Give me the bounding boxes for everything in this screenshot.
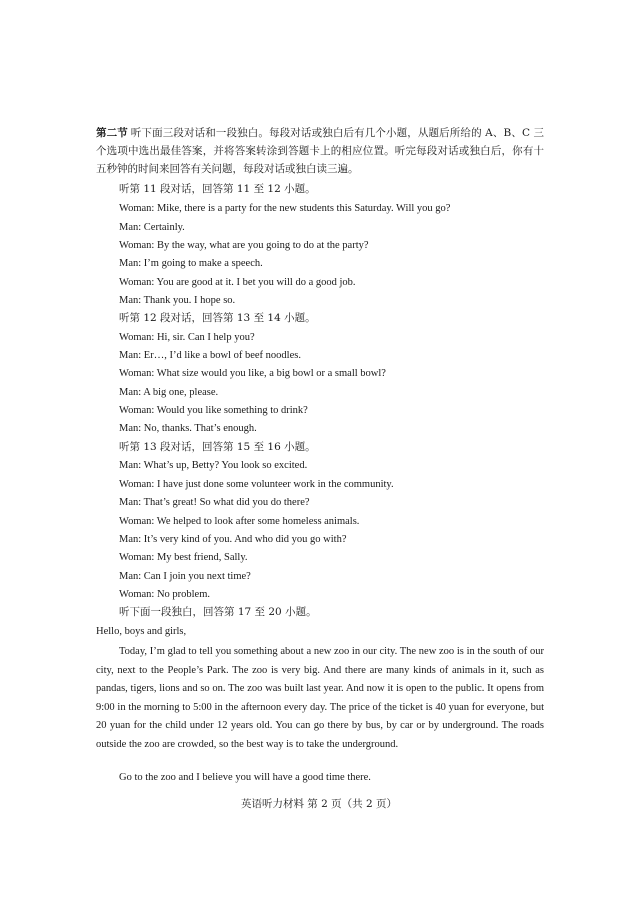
- dialogue-line: Woman: You are good at it. I bet you will do a good job.: [119, 277, 356, 288]
- dialogue-line: Woman: Hi, sir. Can I help you?: [119, 332, 255, 343]
- monologue-paragraph: Today, I’m glad to tell you something about a new zoo in our city. The new zoo is in the south of our city, next to the People’s Park. The zoo is very big. And there are many kinds of animals in it, such as pandas, tigers, lions and so on. The zoo was built last year. And now it is open to the public. It opens from 9:00 in the morning to 5:00 in the afternoon every day. The price of the ticket is 40 yuan for everyone, but 20 yuan for the child under 12 years old. You can go there by bus, by car or by underground. The roads outside the zoo are crowded, so the best way is to take the underground.: [96, 646, 544, 750]
- section-number: 第二节: [96, 127, 128, 139]
- dialogue-line: Woman: I have just done some volunteer work in the community.: [119, 479, 394, 490]
- dialogue-line: Woman: What size would you like, a big bowl or a small bowl?: [119, 368, 386, 379]
- page-footer: 英语听力材料 第 2 页（共 2 页）: [240, 798, 398, 810]
- dialogue-line: Man: That’s great! So what did you do there?: [119, 497, 310, 508]
- dialogue-line: Woman: We helped to look after some homeless animals.: [119, 516, 360, 527]
- dialogue-intro-11: 听第 11 段对话，回答第 11 至 12 小题。: [119, 183, 316, 195]
- dialogue-line: Man: Can I join you next time?: [119, 571, 251, 582]
- dialogue-line: Woman: Mike, there is a party for the new students this Saturday. Will you go?: [119, 203, 451, 214]
- dialogue-line: Woman: Would you like something to drink?: [119, 405, 308, 416]
- section-instructions: 听下面三段对话和一段独白。每段对话或独白后有几个小题，从题后所给的 A、B、C 三个选项中选出最佳答案，并将答案转涂到答题卡上的相应位置。听完每段对话或独白后，你有十五秒钟的时间来回答有关问题，每段对话或独白读三遍。: [96, 127, 545, 175]
- dialogue-line: Man: Certainly.: [119, 222, 185, 233]
- monologue-closing: Go to the zoo and I believe you will have a good time there.: [119, 772, 371, 783]
- dialogue-line: Man: It’s very kind of you. And who did you go with?: [119, 534, 347, 545]
- dialogue-line: Man: What’s up, Betty? You look so excited.: [119, 460, 308, 471]
- monologue-greeting: Hello, boys and girls,: [96, 626, 187, 637]
- dialogue-line: Man: Thank you. I hope so.: [119, 295, 236, 306]
- dialogue-line: Man: Er…, I’d like a bowl of beef noodles.: [119, 350, 301, 361]
- dialogue-intro-13: 听第 13 段对话，回答第 15 至 16 小题。: [119, 441, 316, 453]
- monologue-intro: 听下面一段独白，回答第 17 至 20 小题。: [119, 606, 317, 618]
- dialogue-line: Man: A big one, please.: [119, 387, 219, 398]
- dialogue-line: Woman: My best friend, Sally.: [119, 552, 248, 563]
- dialogue-line: Man: I’m going to make a speech.: [119, 258, 263, 269]
- section-heading: [96, 124, 544, 178]
- dialogue-line: Woman: No problem.: [119, 589, 211, 600]
- dialogue-line: Woman: By the way, what are you going to do at the party?: [119, 240, 369, 251]
- dialogue-intro-12: 听第 12 段对话，回答第 13 至 14 小题。: [119, 312, 316, 324]
- dialogue-line: Man: No, thanks. That’s enough.: [119, 423, 257, 434]
